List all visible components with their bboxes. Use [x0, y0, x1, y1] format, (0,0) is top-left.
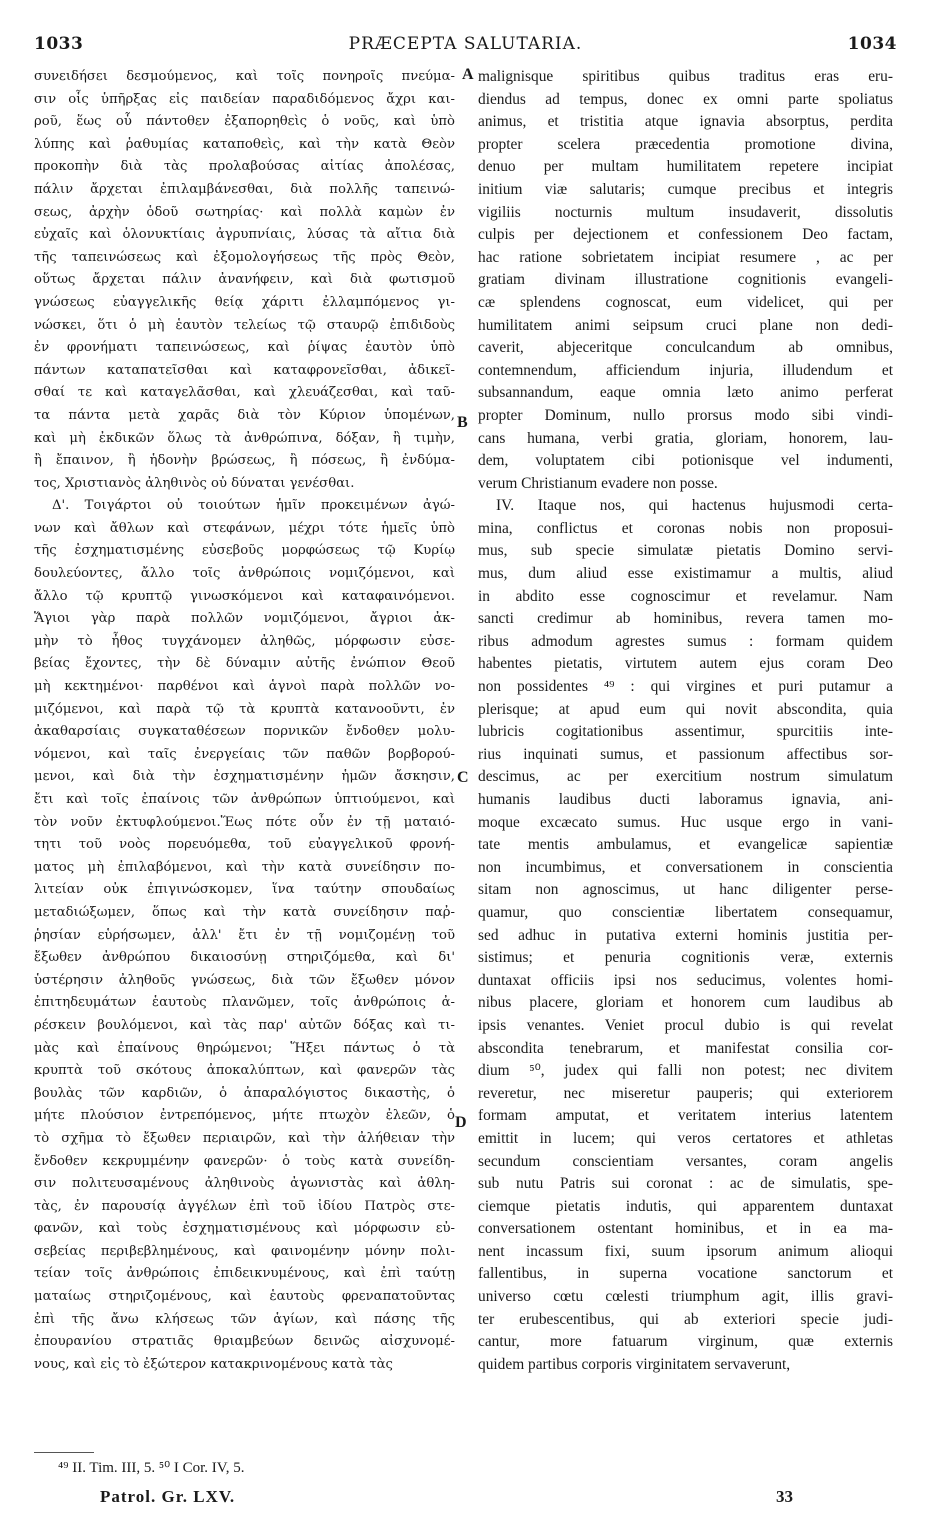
text-line: abscondita tenebrarum, et manifestat consilia cor-: [478, 1039, 893, 1057]
text-line: humilitatem animi seipsum cruci plane non dedi-: [478, 316, 893, 334]
text-line: subsannandum, eaque omnia læto animo perferat: [478, 384, 893, 402]
text-line: ρέσκειν βουλόμενοι, καὶ τὰς παρ' αὐτῶν δόξας καὶ τι-: [34, 1017, 455, 1033]
text-line: nent incassum fixi, suum ipsorum animum alioqui: [478, 1242, 893, 1260]
text-line: σεως, ἀρχὴν ὁδοῦ σωτηρίας· καὶ πολλὰ καμὼν ἐν: [34, 204, 455, 220]
text-line: τητι τοῦ νοὸς πορευόμεθα, τοῦ εὐαγγελικοῦ φρονή-: [34, 837, 455, 853]
text-line: denuo per multam humilitatem repetere incipiat: [478, 158, 893, 176]
text-line: caverit, abjeceritque conculcandum ab omnibus,: [478, 339, 893, 357]
text-line: humanis laudibus ducti laboramus ignavia, ani-: [478, 791, 893, 808]
text-line: ipsis venantes. Veniet procul dubio is qui revelat: [478, 1016, 893, 1034]
text-line: quamur, quo conscientiæ libertatem consequamur,: [478, 903, 893, 921]
text-line: τὸ σχῆμα τὸ ἔξωθεν περιαιρῶν, καὶ τὴν ἀλήθειαν τὴν: [34, 1130, 455, 1146]
text-line: ter erubescentibus, qui ab exteriori specie judi-: [478, 1310, 893, 1328]
text-line: cæ splendens cognoscat, eum videlicet, qui per: [478, 293, 893, 311]
text-line: duntaxat officiis ipsi nos seducimus, volentes homi-: [478, 971, 893, 989]
text-line: ciemque pietatis indutis, qui apparentem duntaxat: [478, 1197, 893, 1215]
text-line: ὑστέρησιν ἀληθοῦς γνώσεως, διὰ τῶν ἔξωθεν μόνον: [34, 972, 455, 988]
text-line: ἐπιτηδευμάτων ἑαυτοὺς πλανῶμεν, τοῖς ἀνθρώποις ἀ-: [34, 995, 455, 1011]
page-number-left: 1033: [34, 34, 84, 54]
text-line: plerisque; at apud eum qui novit abscondita, quia: [478, 700, 893, 718]
text-line: hac ratione sobrietatem incipiat resumere , ac per: [478, 248, 893, 266]
page-number-right: 1034: [847, 34, 897, 54]
text-line: σιν οἷς ὑπῆρξας εἰς παιδείαν παραδιδόμενος ἄχρι και-: [34, 91, 455, 107]
text-line: ἐν φρονήματι ταπεινώσεως, καὶ ῥίψας ἑαυτὸν ὑπὸ: [34, 340, 455, 356]
sheet-number: 33: [776, 1487, 793, 1506]
text-line: conversationem ostentant hominibus, et in ea ma-: [478, 1220, 893, 1238]
text-line: ἔξωθεν ἀνθρώπου δικαιοσύνῃ στηριζόμεθα, καὶ δι': [34, 950, 455, 966]
text-line: λύπης καὶ ῥαθυμίας καταποθεὶς, καὶ τὴν κατὰ Θεὸν: [34, 136, 455, 152]
margin-letter-a: A: [462, 66, 474, 83]
text-line: IV. Itaque nos, qui hactenus hujusmodi certa-: [496, 497, 893, 515]
text-line: πάλιν ἄρχεται ἐπιλαμβάνεσθαι, διὰ πολλῆς ταπεινώ-: [34, 181, 455, 197]
text-line: σεβείας περιβεβλημένους, καὶ φαινομένην μόνην πολι-: [34, 1243, 455, 1259]
series-signature: Patrol. Gr. LXV.: [100, 1487, 236, 1506]
text-line: descimus, ac per exercitium nostrum simulatum: [478, 768, 893, 786]
text-line: ματαίως στηριζομένους, καὶ ἑαυτοὺς φρεναπατοῦντας: [34, 1289, 455, 1305]
text-line: σθαί τε καὶ καταγελᾶσθαι, καὶ χλευάζεσθαι, καὶ ταῦ-: [34, 385, 455, 401]
text-line: πάντων καταπατεῖσθαι καὶ καταφρονεῖσθαι, ἀδικεῖ-: [34, 362, 455, 378]
text-line: νων καὶ ἄθλων καὶ στεφάνων, μέχρι τότε ἡμεῖς ὑπὸ: [34, 520, 455, 536]
text-line: νώσκει, ὅτι ὁ μὴ ἑαυτὸν τελείως τῷ σταυρῷ ἐπιδιδοὺς: [34, 317, 455, 333]
text-line: sitam non agnoscimus, ut hanc diligenter perse-: [478, 881, 893, 899]
text-line: nibus placere, gloriam et honorem cum laudibus ab: [478, 994, 893, 1012]
text-line: προκοπὴν διὰ τὰς προλαβούσας αἰτίας ἀπολέσας,: [34, 159, 455, 175]
text-line: cantur, more fatuarum virginum, quæ externis: [478, 1333, 893, 1351]
text-line: τὰς, ἐν παρουσίᾳ ἀγγέλων ἐπὶ τοῦ ἰδίου Πατρὸς στε-: [34, 1198, 455, 1214]
text-line: μὴν τὸ ἦθος τυγχάνομεν ἀληθῶς, μόρφωσιν εὐσε-: [34, 633, 455, 649]
text-line: μιζόμενοι, καὶ παρὰ τῷ τὰ κρυπτὰ κατανοοῦντι, ἐν: [34, 701, 455, 717]
text-line: in abdito esse cognoscimur et revelamur. Nam: [478, 587, 893, 605]
text-line: sistimus; et penuria cognitionis veræ, externis: [478, 949, 893, 967]
text-line: culpis per dejectionem et confessionem Deo factam,: [478, 226, 893, 244]
text-line: secundum conscientiam versantes, coram angelis: [478, 1152, 893, 1170]
text-line: κρυπτὰ τοῦ σκότους ἀποκαλύπτων, καὶ φανερῶν τὰς: [34, 1063, 455, 1079]
text-line: diendus ad tempus, donec ex omni parte spoliatus: [478, 90, 893, 108]
text-line: habentes pietatis, virtutem autem ejus coram Deo: [478, 655, 893, 673]
text-line: fallentibus, in superna vocatione sanctorum et: [478, 1265, 893, 1283]
text-line: τῆς ἐσχηματισμένης εὐσεβοῦς μορφώσεως τῷ Κυρίῳ: [34, 543, 455, 559]
footnotes: ⁴⁹ II. Tim. III, 5. ⁵⁰ I Cor. IV, 5.: [58, 1460, 245, 1476]
text-line: animus, et tristitia atque ignavia absorptus, perdita: [478, 113, 893, 131]
text-line: φανῶν, καὶ τοὺς ἐσχηματισμένους καὶ μόρφωσιν εὐ-: [34, 1221, 455, 1237]
text-line: moque excæcato sumus. Huc usque ergo in vani-: [478, 813, 893, 831]
text-line: καὶ μὴ ἐκδικῶν ὅλως τὰ ἀνθρώπινα, δόξαν, ἢ τιμὴν,: [34, 430, 455, 446]
text-line: μὴ κεκτημένοι· παρθένοι καὶ ἁγνοὶ παρὰ πολλῶν νο-: [34, 679, 455, 695]
text-line: mus, dum aliud esse existimamur a multis, aliud: [478, 565, 893, 583]
text-line: dium ⁵⁰, judex qui falli non potest; nec divitem: [478, 1062, 893, 1080]
text-line: malignisque spiritibus quibus traditus eras eru-: [478, 68, 893, 85]
text-line: δουλεύοντες, ἄλλο τοῖς ἀνθρώποις νομιζόμενοι, καὶ: [34, 566, 455, 582]
text-line: gratiam divinam illustratione cognitionis evangeli-: [478, 271, 893, 289]
latin-column: [478, 66, 893, 1376]
text-line: τὸν νοῦν ἐκτυφλούμενοι.Ἕως πότε οὖν ἐν τῇ ματαιό-: [34, 814, 455, 830]
text-line: μὰς καὶ ἐπαίνους θηρώμενοι; Ἥξει πάντως ὁ τὰ: [34, 1040, 455, 1056]
text-line: emittit in lucem; qui veros certatores et athletas: [478, 1129, 893, 1147]
text-line: ἐπουρανίου στρατιᾶς θριαμβεύων δεινῶς αἰσχυνομέ-: [34, 1334, 455, 1350]
text-line: μήτε πλούσιον ἐντρεπόμενος, μήτε πτωχὸν ἐλεῶν, ὁ: [34, 1108, 455, 1124]
text-line: ribus admodum agrestes sumus : formam quidem: [478, 632, 893, 650]
text-line: non possidentes ⁴⁹ : qui virgines et puri putamur a: [478, 678, 893, 696]
text-line: reveretur, nec miseretur pauperis; qui exteriorem: [478, 1084, 893, 1102]
text-line: ἔνδοθεν κεκρυμμένην φανερῶν· ὁ τοὺς κατὰ συνείδη-: [34, 1153, 455, 1169]
text-line: βείας ἔχοντες, τὴν δὲ δύναμιν αὐτῆς ἐνώπιον Θεοῦ: [34, 656, 455, 672]
text-line: sub nutu Patris sui coronat : ac de simulatis, spe-: [478, 1175, 893, 1193]
text-line: ματος μὴ ἐπιλαβόμενοι, καὶ τὴν κατὰ συνείδησιν πο-: [34, 859, 455, 875]
margin-letter-d: D: [455, 1114, 467, 1131]
text-line: mina, conflictus et coronas nobis non proposui-: [478, 519, 893, 537]
text-line: ἀκαθαρσίαις συγκαταθέσεων πορνικῶν ἔνδοθεν μολυ-: [34, 724, 455, 740]
text-line: τῆς ταπεινώσεως καὶ ἐξομολογήσεως τῆς πρὸς Θεὸν,: [34, 249, 455, 265]
text-line: ροῦ, ἕως οὗ πάντοθεν ἐξαπορηθεὶς ὁ νοῦς, καὶ ὑπὸ: [34, 114, 455, 130]
running-title: PRÆCEPTA SALUTARIA.: [348, 34, 583, 54]
text-line: οὕτως ἄρχεται πάλιν ἀνανήφειν, καὶ διὰ φωτισμοῦ: [34, 272, 455, 288]
text-line: νόμενοι, καὶ ταῖς ἐνεργείαις τῶν παθῶν βορβορού-: [34, 746, 455, 762]
text-line: ἄλλο τῷ κρυπτῷ γινωσκόμενοι καὶ καταφαινόμενοι.: [34, 588, 455, 604]
text-line: propter scelera præcedentia promotione divina,: [478, 135, 893, 153]
text-line: initium viæ salutaris; cumque precibus et integris: [478, 180, 893, 198]
text-line: συνειδήσει δεσμούμενος, καὶ τοῖς πονηροῖς πνεύμα-: [34, 69, 455, 84]
text-line: universo cœtu cœlesti triumphum agit, illis gravi-: [478, 1288, 893, 1306]
text-line: quidem partibus corporis virginitatem servaverunt,: [478, 1355, 791, 1373]
text-line: ἔτι καὶ τοῖς ἐπαίνοις τῶν ἀνθρώπων ὑπτιούμενοι, καὶ: [34, 792, 455, 807]
text-line: rius inquinati sumus, et passionum affectibus sor-: [478, 745, 893, 763]
text-line: sed adhuc in putativa externi hominis justitia per-: [478, 926, 893, 944]
text-line: propter Dominum, nullo prorsus modo sibi vindi-: [478, 406, 893, 424]
text-line: τείαν τοῖς ἀνθρώποις ἐπιδεικνυμένους, καὶ ἐπὶ ταύτῃ: [34, 1266, 455, 1282]
text-line: ῥησίαν εὑρήσωμεν, ἀλλ' ἔτι ἐν τῇ νομιζομένῃ τοῦ: [34, 927, 455, 943]
text-line: lubricis cogitationibus assentimur, spurcitiis inte-: [478, 723, 893, 741]
text-line: dem, voluptatem cibi potionisque vel indumenti,: [478, 452, 893, 470]
text-line: Δ'. Τοιγάρτοι οὐ τοιούτων ἡμῖν προκειμένων ἀγώ-: [52, 498, 455, 514]
text-line: λιτείαν οὐκ ἐπιγινώσκομεν, ἵνα ταύτην σπουδαίως: [34, 882, 455, 898]
text-line: γνώσεως εὐαγγελικῆς θείᾳ χάριτι ἐλλαμπόμενος γι-: [34, 294, 455, 310]
text-line: ἐπὶ τῆς ἄνω κλήσεως τῶν ἁγίων, καὶ πάσης τῆς: [34, 1311, 455, 1327]
text-line: verum Christianum evadere non posse.: [478, 474, 718, 492]
margin-letter-b: B: [457, 414, 468, 431]
text-line: mus, sub specie simulatæ pietatis Domino servi-: [478, 542, 893, 560]
text-line: σιν πολιτευσαμένους ἀληθινοὺς ἀγωνιστὰς καὶ ἀθλη-: [34, 1176, 455, 1192]
text-line: εὐχαῖς καὶ ὁλονυκτίαις ἀγρυπνίαις, λύσας τὰ αἴτια διὰ: [34, 227, 455, 243]
running-header: [34, 34, 897, 60]
text-line: Ἅγιοι γὰρ παρὰ πολλῶν νομιζόμενοι, ἄγριοι ἀκ-: [34, 611, 455, 627]
text-line: τα πάντα μετὰ χαρᾶς διὰ τὸν Κύριον ὑπομένων,: [34, 407, 455, 423]
text-line: ἢ ἔπαινον, ἢ ἡδονὴν βρώσεως, ἢ πόσεως, ἢ ἐνδύμα-: [34, 453, 455, 469]
text-line: βουλὰς τῶν καρδιῶν, ὁ ἀπαραλόγιστος δικαστὴς, ὁ: [34, 1085, 455, 1101]
greek-column: [34, 66, 455, 1376]
text-line: μενοι, καὶ διὰ τὴν ἐσχηματισμένην ἡμῶν ἄσκησιν,: [34, 769, 455, 785]
text-line: formam amputat, et veritatem interius latentem: [478, 1107, 893, 1125]
text-line: tate mentis ambulamus, et evangelicæ sapientiæ: [478, 836, 893, 854]
text-line: contemnendum, afficiendum injuria, illudendum et: [478, 361, 893, 379]
text-line: τος, Χριστιανὸς ἀληθινὸς οὐ δύναται γενέσθαι.: [34, 475, 355, 491]
footnote-rule: [34, 1452, 94, 1453]
text-line: vigiliis nocturnis multum insudaverit, dissolutis: [478, 203, 893, 221]
text-line: cans humana, verbi gratia, gloriam, honorem, lau-: [478, 429, 893, 447]
text-line: sancti credimur ab hominibus, revera tamen mo-: [478, 610, 893, 628]
text-line: non incumbimus, et conversationem in conscientia: [478, 858, 893, 876]
text-line: νους, καὶ εἰς τὸ ἐξώτερον κατακρινομένους κατὰ τὰς: [34, 1356, 393, 1372]
text-line: μεταδιώξωμεν, ὅπως καὶ τὴν κατὰ συνείδησιν παῤ-: [34, 904, 455, 920]
margin-letter-c: C: [457, 769, 469, 786]
